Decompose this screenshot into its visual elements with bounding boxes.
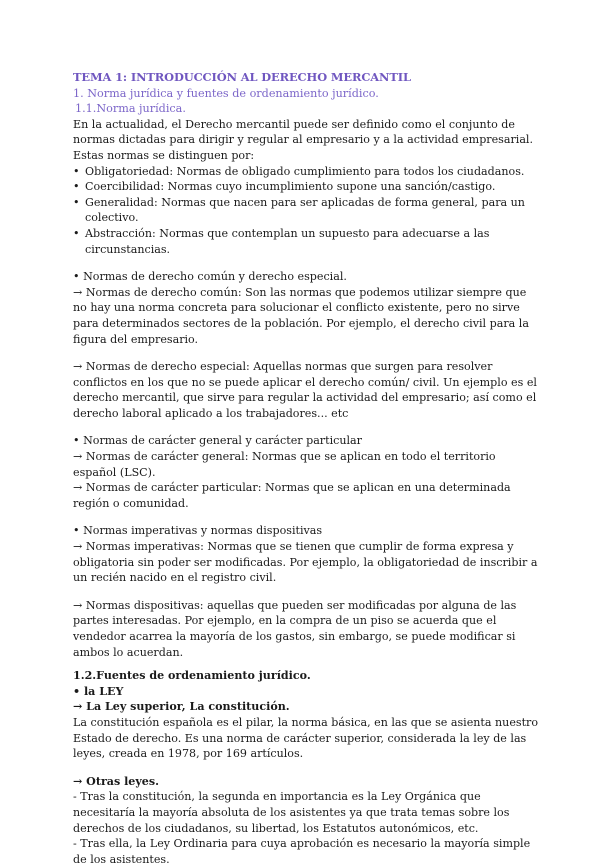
feature-item: • Generalidad: Normas que nacen para ser aplicadas de forma general, para un colectivo. <box>73 195 540 226</box>
feature-item: • Coercibilidad: Normas cuyo incumplimiento supone una sanción/castigo. <box>73 179 540 195</box>
derecho-comun-paragraph: → Normas de derecho común: Son las normas que podemos utilizar siempre que no hay una norma concreta para solucionar el conflicto existente, pero no sirve para determinados sectores de la población. Por ejemplo, el derecho civil para la figura del empresario. <box>73 285 529 346</box>
feature-item: • Obligatoriedad: Normas de obligado cumplimiento para todos los ciudadanos. <box>73 164 540 180</box>
section-1-1-heading: 1.1.Norma jurídica. <box>75 102 186 116</box>
section-1-heading: 1. Norma jurídica y fuentes de ordenamiento jurídico. <box>73 86 379 100</box>
intro-paragraph: En la actualidad, el Derecho mercantil puede ser definido como el conjunto de normas dictadas para dirigir y regular al empresario y a la actividad empresarial. Estas normas se distinguen por: <box>73 117 534 162</box>
ley-superior-heading: → La Ley superior, La constitución. <box>73 700 290 714</box>
caracter-general-paragraph: → Normas de carácter general: Normas que se aplican en todo el territorio español (LSC). <box>73 450 496 479</box>
group-2-heading: • Normas de carácter general y carácter particular <box>73 434 362 448</box>
derecho-especial-paragraph: → Normas de derecho especial: Aquellas normas que surgen para resolver conflictos en los que no se puede aplicar el derecho común/ civil. Un ejemplo es el derecho mercantil, que sirve para regular la actividad del empresario; así como el derecho laboral aplicado a los trabajadores... etc <box>73 360 537 420</box>
group-1-heading: • Normas de derecho común y derecho especial. <box>73 270 347 284</box>
imperativas-paragraph: → Normas imperativas: Normas que se tienen que cumplir de forma expresa y obligatoria sin poder ser modificadas. Por ejemplo, la obligatoriedad de inscribir a un recién nacido en el registro civil. <box>73 540 538 585</box>
features-list <box>73 164 540 258</box>
ley-ordinaria-paragraph: - Tras ella, la Ley Ordinaria para cuya aprobación es necesario la mayoría simple de los asistentes. <box>73 837 531 866</box>
dispositivas-paragraph: → Normas dispositivas: aquellas que pueden ser modificadas por alguna de las partes interesadas. Por ejemplo, en la compra de un piso se acuerda que el vendedor acarrea la mayoría de los gastos, sin embargo, se puede modificar si ambos lo acuerdan. <box>73 598 517 659</box>
ley-heading: • la LEY <box>73 684 124 698</box>
group-3-heading: • Normas imperativas y normas dispositivas <box>73 524 323 538</box>
section-1-2-heading: 1.2.Fuentes de ordenamiento jurídico. <box>73 669 311 683</box>
feature-item: • Abstracción: Normas que contemplan un supuesto para adecuarse a las circunstancias. <box>73 226 540 257</box>
otras-leyes-heading: → Otras leyes. <box>73 774 159 788</box>
document-title: TEMA 1: INTRODUCCIÓN AL DERECHO MERCANTIL <box>73 70 411 84</box>
constitucion-paragraph: La constitución española es el pilar, la norma básica, en las que se asienta nuestro Estado de derecho. Es una norma de carácter superior, considerada la ley de las leyes, creada en 1978, por 169 artículos. <box>73 715 539 761</box>
ley-organica-paragraph: - Tras la constitución, la segunda en importancia es la Ley Orgánica que necesitaría la mayoría absoluta de los asistentes ya que trata temas sobre los derechos de los ciudadanos, su libertad, los Estatutos autonómicos, etc. <box>73 790 510 835</box>
caracter-particular-paragraph: → Normas de carácter particular: Normas que se aplican en una determinada región o comunidad. <box>73 481 511 510</box>
